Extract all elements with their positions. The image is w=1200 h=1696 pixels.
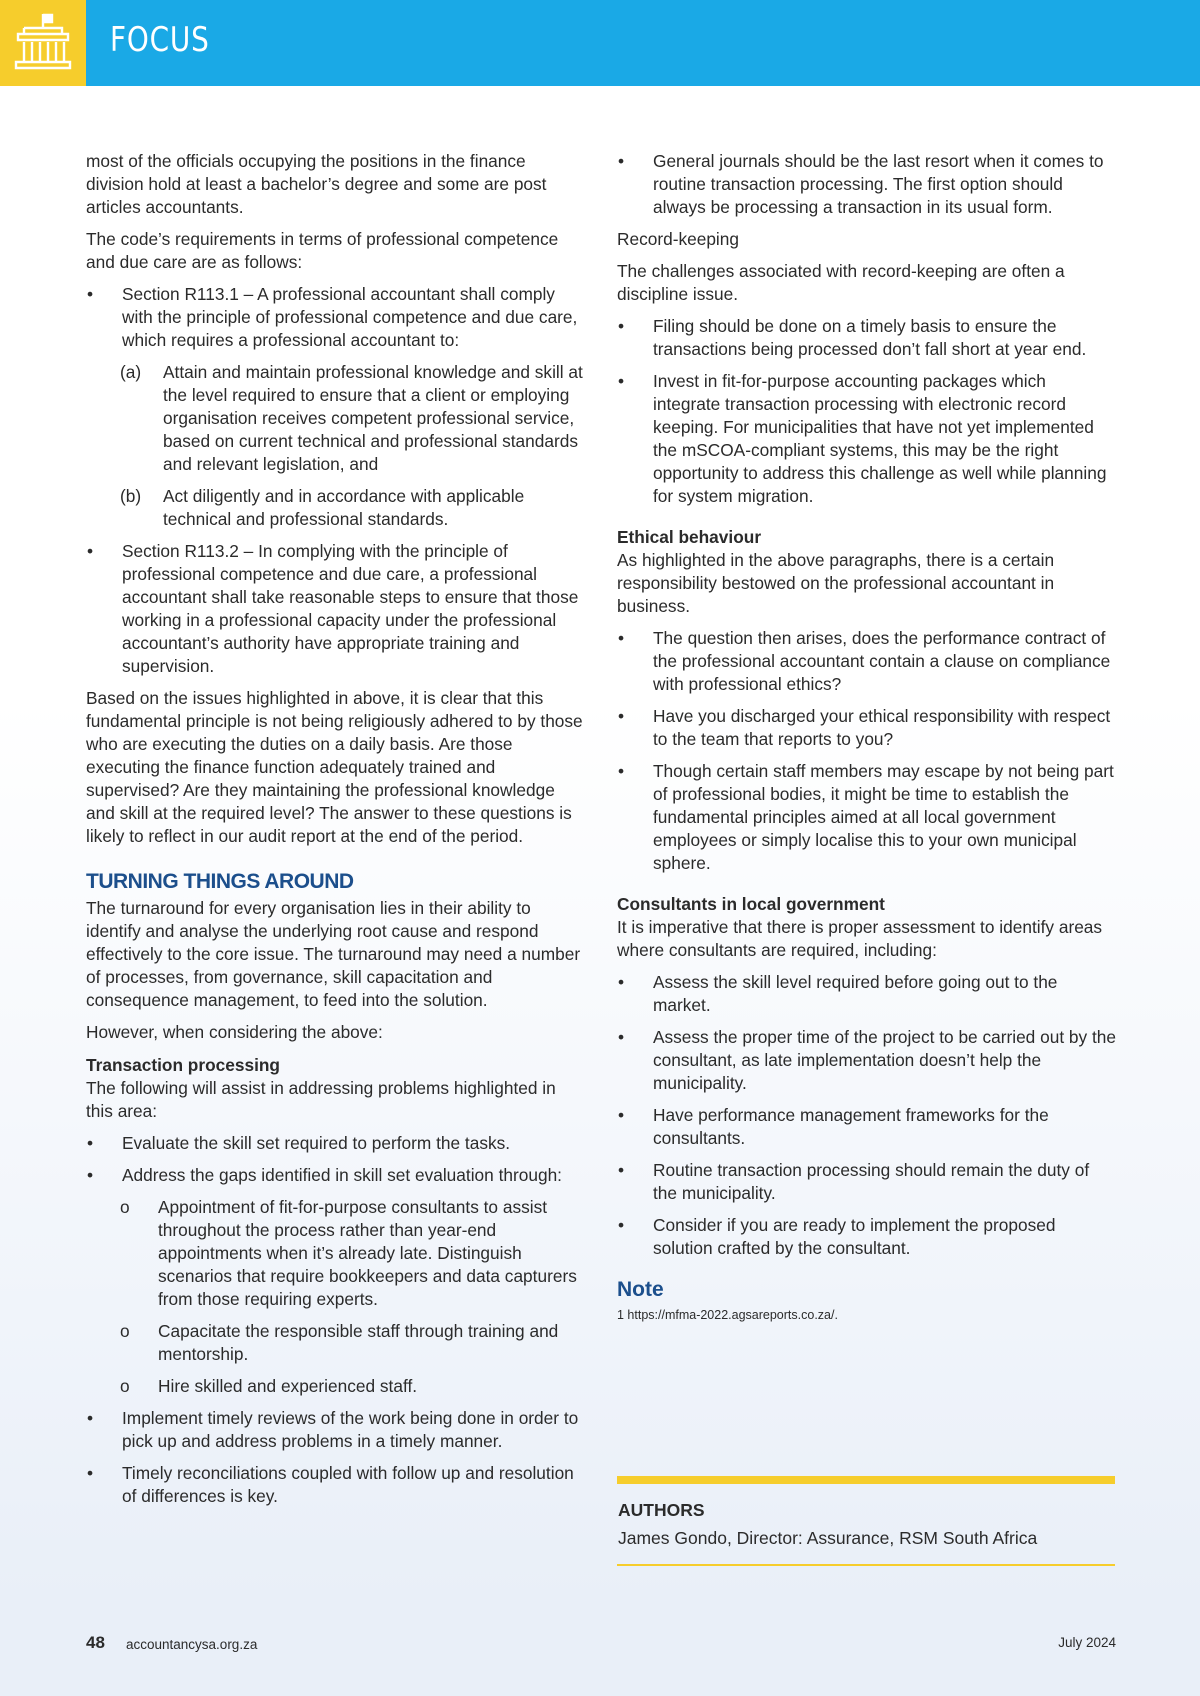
logo-badge [0, 0, 86, 86]
bullet: • [618, 972, 625, 992]
bullet: • [618, 1105, 625, 1125]
footnote: 1 https://mfma-2022.agsareports.co.za/. [617, 1308, 838, 1322]
sub-list-item: o Hire skilled and experienced staff. [120, 1376, 418, 1396]
list-item: • Section R113.1 – A professional accountant shall comply with the principle of professional competence and due care, which requires a professional accountant to: [87, 284, 578, 350]
list-item: • Assess the skill level required before going out to the market. [618, 972, 1058, 1015]
paragraph: However, when considering the above: [86, 1022, 383, 1042]
heading-turning-things-around: TURNING THINGS AROUND [86, 870, 354, 893]
bullet: • [618, 371, 625, 391]
bullet: • [618, 706, 625, 726]
authors-underline [617, 1564, 1115, 1566]
left-column [86, 150, 586, 1517]
list-item: • Filing should be done on a timely basis to ensure the transactions being processed don’t fall short at year end. [618, 316, 1087, 359]
list-item: • Assess the proper time of the project to be carried out by the consultant, as late implementation doesn’t help the municipality. [618, 1027, 1116, 1093]
heading-consultants: Consultants in local government [617, 894, 885, 914]
list-item: • Invest in fit-for-purpose accounting packages which integrate transaction processing with electronic record keeping. For municipalities that have not yet implemented the mSCOA-compliant systems, this may be the right opportunity to address this challenge as well while planning for system migration. [618, 371, 1107, 506]
authors-heading: AUTHORS [618, 1500, 705, 1520]
paragraph: most of the officials occupying the positions in the finance division hold at least a bachelor’s degree and some are post articles accountants. [86, 151, 547, 217]
sub-marker: o [120, 1376, 130, 1396]
building-flag-icon [10, 10, 76, 76]
subheading-record-keeping: Record-keeping [617, 229, 739, 249]
bullet: • [618, 151, 625, 171]
bullet: • [87, 284, 94, 304]
paragraph: It is imperative that there is proper assessment to identify areas where consultants are required, including: [617, 917, 1103, 960]
sub-list-item: (a) Attain and maintain professional knowledge and skill at the level required to ensure that a client or employing organisation receives competent professional service, based on current technical and professional standards and relevant legislation, and [120, 362, 583, 474]
right-column [617, 150, 1117, 1323]
list-item: • Have performance management frameworks for the consultants. [618, 1105, 1049, 1148]
list-item: • Have you discharged your ethical responsibility with respect to the team that reports to you? [618, 706, 1111, 749]
bullet: • [618, 628, 625, 648]
list-item: • Routine transaction processing should remain the duty of the municipality. [618, 1160, 1090, 1203]
paragraph: The following will assist in addressing problems highlighted in this area: [86, 1078, 556, 1121]
bullet: • [87, 1408, 94, 1428]
list-item: • Timely reconciliations coupled with follow up and resolution of differences is key. [87, 1463, 574, 1506]
heading-note: Note [617, 1278, 664, 1301]
authors-divider [617, 1476, 1115, 1484]
bullet: • [618, 1027, 625, 1047]
bullet: • [87, 1133, 94, 1153]
list-item: • Section R113.2 – In complying with the principle of professional competence and due care, a professional accountant shall take reasonable steps to ensure that those working in a professional capacity under the professional accountant’s authority have appropriate training and supervision. [87, 541, 579, 676]
sub-marker: o [120, 1321, 130, 1341]
page-number: 48 [86, 1633, 105, 1652]
sub-list-item: (b) Act diligently and in accordance with applicable technical and professional standards. [120, 486, 525, 529]
paragraph: The code’s requirements in terms of professional competence and due care are as follows: [86, 229, 559, 272]
bullet: • [87, 1165, 94, 1185]
paragraph: The turnaround for every organisation lies in their ability to identify and analyse the underlying root cause and respond effectively to the core issue. The turnaround may need a number of processes, from governance, skill capacitation and consequence management, to feed into the solution. [86, 898, 581, 1010]
heading-ethical-behaviour: Ethical behaviour [617, 527, 762, 547]
bullet: • [87, 1463, 94, 1483]
heading-transaction-processing: Transaction processing [86, 1055, 280, 1075]
sub-marker: o [120, 1197, 130, 1217]
list-item: • General journals should be the last resort when it comes to routine transaction processing. The first option should always be processing a transaction in its usual form. [618, 151, 1104, 217]
paragraph: The challenges associated with record-keeping are often a discipline issue. [617, 261, 1065, 304]
sub-marker: (b) [120, 486, 142, 506]
bullet: • [618, 761, 625, 781]
site-url: accountancysa.org.za [126, 1637, 258, 1652]
bullet: • [87, 541, 94, 561]
list-item: • Implement timely reviews of the work being done in order to pick up and address problems in a timely manner. [87, 1408, 579, 1451]
sub-list-item: o Appointment of fit-for-purpose consultants to assist throughout the process rather than year-end appointments when it’s already late. Distinguish scenarios that require bookkeepers and data capturers from those requiring experts. [120, 1197, 577, 1309]
sub-marker: (a) [120, 362, 142, 382]
paragraph: Based on the issues highlighted in above, it is clear that this fundamental principle is not being religiously adhered to by those who are executing the duties on a daily basis. Are those executing the finance function adequately trained and supervised? Are they maintaining the professional knowledge and skill at the required level? The answer to these questions is likely to reflect in our audit report at the end of the period. [86, 688, 583, 846]
list-item: • Consider if you are ready to implement the proposed solution crafted by the consultant. [618, 1215, 1056, 1258]
bullet: • [618, 1215, 625, 1235]
author-name: James Gondo, Director: Assurance, RSM South Africa [618, 1528, 1038, 1548]
list-item: • Evaluate the skill set required to perform the tasks. [87, 1133, 511, 1153]
sub-list-item: o Capacitate the responsible staff through training and mentorship. [120, 1321, 559, 1364]
bullet: • [618, 316, 625, 336]
issue-date: July 2024 [1058, 1635, 1116, 1650]
list-item: • Though certain staff members may escape by not being part of professional bodies, it might be time to establish the fundamental principles aimed at all local government employees or simply localise this to your own municipal sphere. [618, 761, 1114, 873]
paragraph: As highlighted in the above paragraphs, there is a certain responsibility bestowed on the professional accountant in business. [617, 550, 1055, 616]
bullet: • [618, 1160, 625, 1180]
section-title: FOCUS [110, 20, 210, 60]
list-item: • Address the gaps identified in skill set evaluation through: [87, 1165, 562, 1185]
list-item: • The question then arises, does the performance contract of the professional accountant contain a clause on compliance with professional ethics? [618, 628, 1111, 694]
